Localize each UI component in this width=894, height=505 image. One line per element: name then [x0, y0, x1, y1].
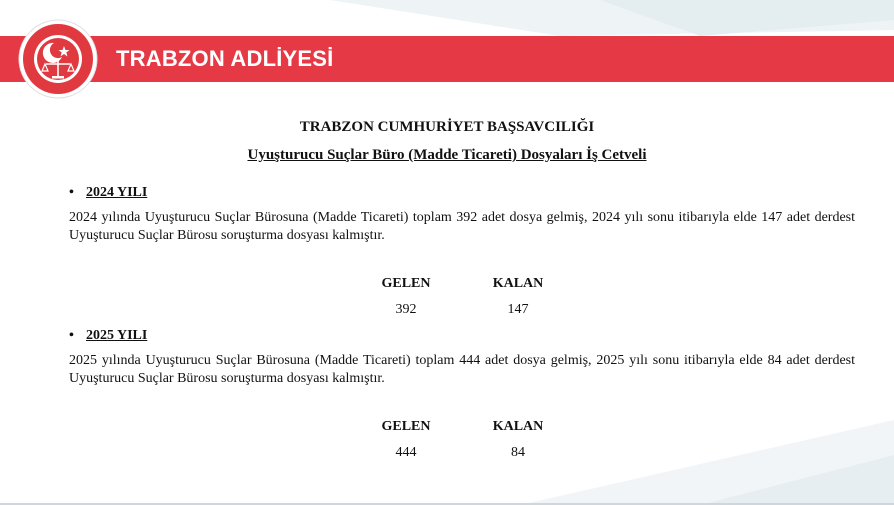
section-2024-heading	[69, 185, 147, 201]
court-name-title: TRABZON ADLİYESİ	[116, 46, 334, 71]
table-header-kalan: KALAN	[492, 276, 544, 291]
justice-seal-logo	[18, 19, 98, 99]
section-2025-paragraph: 2025 yılında Uyuşturucu Suçlar Bürosuna (Madde Ticareti) toplam 444 adet dosya gelmiş, 2025 yılı sonu itibarıyla elde 84 adet derdest Uyuşturucu Suçlar Bürosu soruşturma dosyası kalmıştır.	[69, 353, 855, 386]
table-value-kalan: 147	[507, 302, 529, 317]
bullet-icon: •	[69, 328, 74, 343]
bullet-icon: •	[69, 185, 74, 200]
section-2024-paragraph: 2024 yılında Uyuşturucu Suçlar Bürosuna (Madde Ticareti) toplam 392 adet dosya gelmiş, 2024 yılı sonu itibarıyla elde 147 adet derdest Uyuşturucu Suçlar Bürosu soruşturma dosyası kalmıştır.	[69, 210, 855, 243]
table-header-kalan: KALAN	[492, 419, 544, 434]
table-value-kalan: 84	[511, 445, 525, 460]
year-label: 2024 YILI	[86, 185, 148, 200]
table-value-gelen: 444	[395, 445, 417, 460]
document-subtitle: Uyuşturucu Suçlar Büro (Madde Ticareti) Dosyaları İş Cetveli	[247, 147, 647, 163]
table-header-gelen: GELEN	[381, 419, 431, 434]
document-title: TRABZON CUMHURİYET BAŞSAVCILIĞI	[299, 119, 595, 135]
year-label: 2025 YILI	[86, 328, 148, 343]
table-value-gelen: 392	[395, 302, 417, 317]
section-2025-heading	[69, 328, 147, 344]
table-header-gelen: GELEN	[381, 276, 431, 291]
